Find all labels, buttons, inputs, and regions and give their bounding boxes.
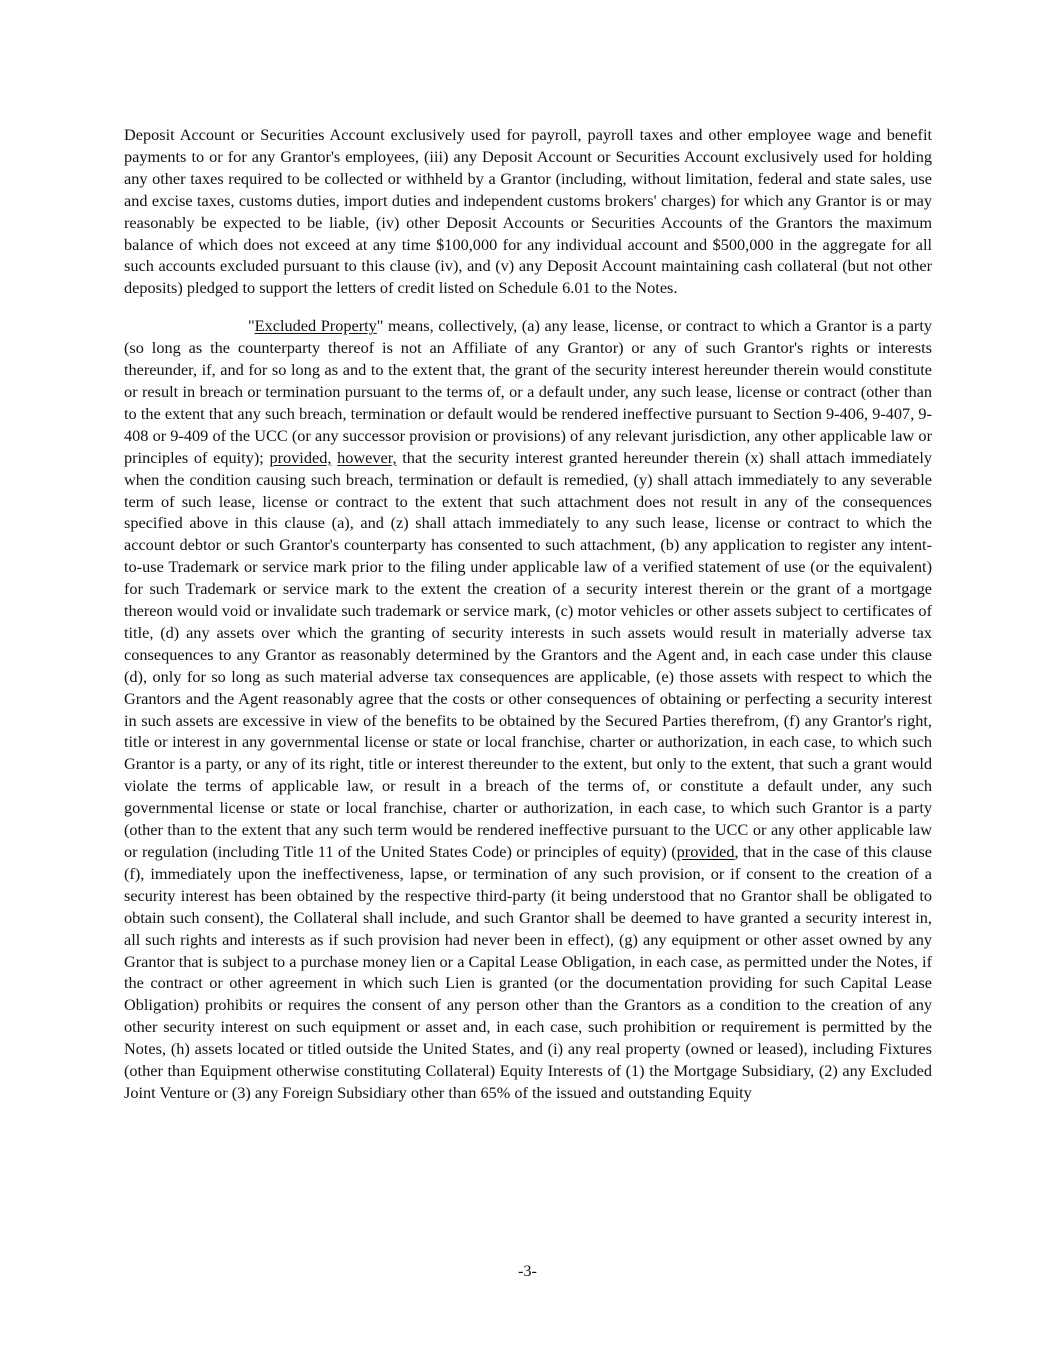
provided-term-2: provided — [676, 842, 735, 861]
text-segment-1: " means, collectively, (a) any lease, license, or contract to which a Grantor is a party (so long as the counterparty thereof is not an Affiliate of any Grantor) or any of such Grantor's rights or interests thereunder, if, and for so long as and to the extent that, the grant of the security interest hereunder therein would constitute or result in breach or termination pursuant to the terms of, or a default under, any such lease, license or contract (other than to the extent that any such breach, termination or default would be rendered ineffective pursuant to Section 9-406, 9-407, 9-408 or 9-409 of the UCC (or any successor provision or provisions) of any relevant jurisdiction, any other applicable law or principles of equity); — [124, 316, 933, 467]
defined-term-excluded-property: Excluded Property — [254, 316, 377, 336]
paragraph-excluded-property — [124, 315, 932, 1104]
text-segment-3: , that in the case of this clause (f), immediately upon the ineffectiveness, lapse, or termination of any such provision, or if consent to the creation of a security interest has been obtained by the respective third-party (it being understood that no Grantor shall be obligated to obtain such consent), the Collateral shall include, and such Grantor shall be deemed to have granted a security interest in, all such rights and interests as if such provision had never been in effect), (g) any equipment or other asset owned by any Grantor that is subject to a purchase money lien or a Capital Lease Obligation, in each case, as permitted under the Notes, if the contract or other agreement in which such Lien is granted (or the documentation providing for such Capital Lease Obligation) prohibits or requires the consent of any person other than the Grantors as a condition to the creation of any other security interest on such equipment or asset and, in each case, such prohibition or requirement is permitted by the Notes, (h) assets located or titled outside the United States, and (i) any real property (owned or leased), including Fixtures (other than Equipment otherwise constituting Collateral) Equity Interests of (1) the Mortgage Subsidiary, (2) any Excluded Joint Venture or (3) any Foreign Subsidiary other than 65% of the issued and outstanding Equity — [124, 842, 932, 1102]
paragraph-deposit-accounts: Deposit Account or Securities Account exclusively used for payroll, payroll taxes and other employee wage and benefit payments to or for any Grantor's employees, (iii) any Deposit Account or Securities Account exclusively used for holding any other taxes required to be collected or withheld by a Grantor (including, without limitation, federal and state sales, use and excise taxes, customs duties, import duties and independent customs brokers' charges) for which any Grantor is or may reasonably be expected to be liable, (iv) other Deposit Accounts or Securities Accounts of the Grantors the maximum balance of which does not exceed at any time $100,000 for any individual account and $500,000 in the aggregate for all such accounts excluded pursuant to this clause (iv), and (v) any Deposit Account maintaining cash collateral (but not other deposits) pledged to support the letters of credit listed on Schedule 6.01 to the Notes. — [124, 125, 932, 298]
however-term: however, — [337, 447, 397, 467]
page-number: -3- — [518, 1261, 537, 1280]
text-segment-2: that the security interest granted hereunder therein (x) shall attach immediately when the condition causing such breach, termination or default is remedied, (y) shall attach immediately to any severable term of such lease, license or contract to the extent that such attachment does not result in any of the consequences specified above in this clause (a), and (z) shall attach immediately to any such lease, license or contract to which the account debtor or such Grantor's counterparty has consented to such attachment, (b) any application to register any intent-to-use Trademark or service mark prior to the filing under applicable law of a verified statement of use (or the equivalent) for such Trademark or service mark to the extent the creation of a security interest therein or the grant of a mortgage thereon would void or invalidate such trademark or service mark, (c) motor vehicles or other assets subject to certificates of title, (d) any assets over which the granting of security interests in such assets would result in materially adverse tax consequences to any Grantor as reasonably determined by the Grantors and the Agent and, in each case under this clause (d), only for so long as such material adverse tax consequences are applicable, (e) those assets with respect to which the Grantors and the Agent reasonably agree that the costs or other consequences of obtaining or perfecting a security interest in such assets are excessive in view of the benefits to be obtained by the Secured Parties therefrom, (f) any Grantor's right, title or interest in any governmental license or state or local franchise, charter or authorization, in each case, to which such Grantor is a party, or any of its right, title or interest thereunder to the extent, but only to the extent, that such a grant would violate the terms of applicable law, or result in a breach of the terms of, or constitute a default under, any such governmental license or state or local franchise, charter or authorization, in each case, to which such Grantor is a party (other than to the extent that any such term would be rendered ineffective pursuant to the UCC or any other applicable law or regulation (including Title 11 of the United States Code) or principles of equity) ( — [124, 447, 932, 861]
provided-term: provided, — [269, 447, 332, 467]
document-page — [124, 124, 932, 1104]
open-quote: " — [248, 316, 255, 336]
